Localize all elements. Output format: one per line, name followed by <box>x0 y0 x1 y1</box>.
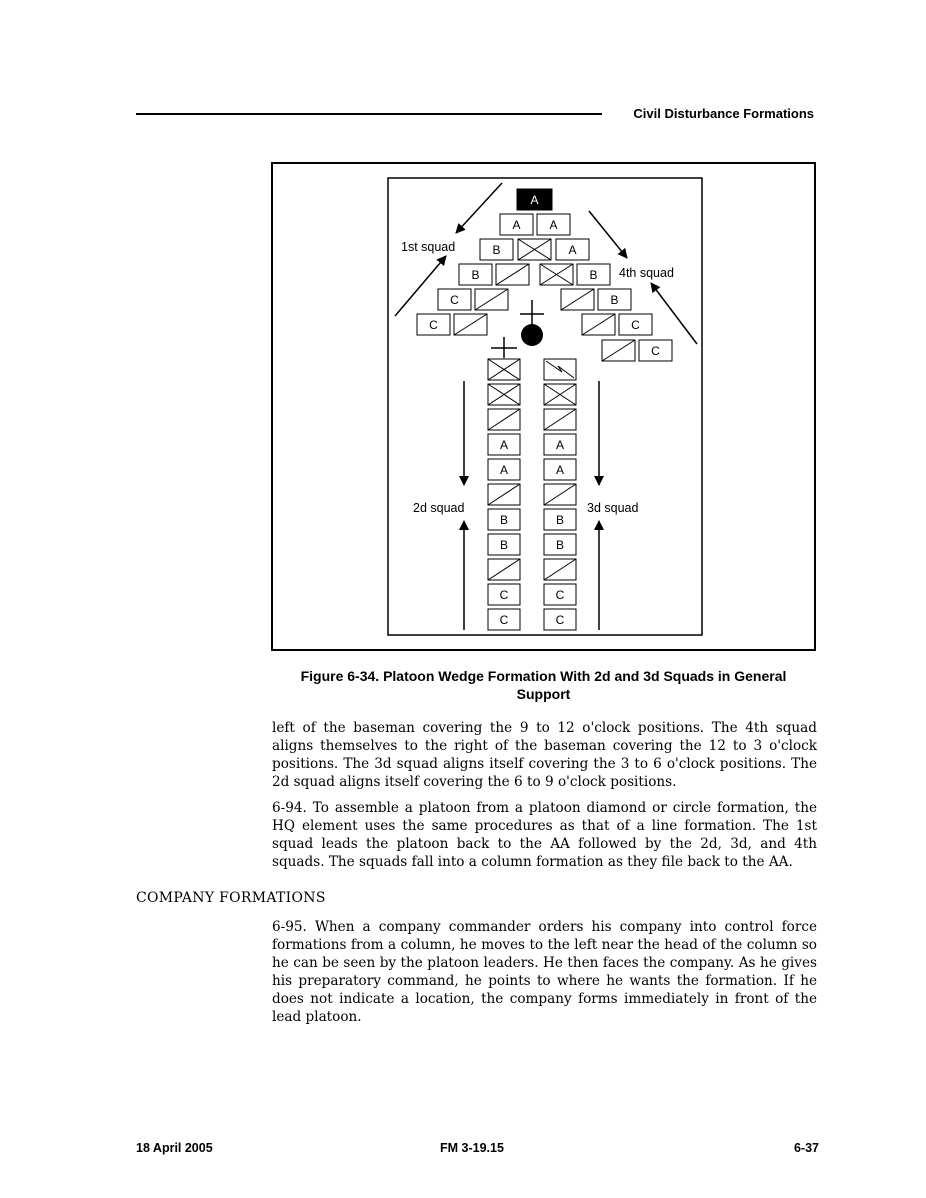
formation-box-c <box>438 289 471 310</box>
paragraph-continued: left of the baseman covering the 9 to 12 o'clock positions. The 4th squad aligns themselves to the right of the baseman covering the 12 to 3 o'clock positions. The 3d squad aligns itself covering the 3 to 6 o'clock positions. The 2d squad aligns itself covering the 6 to 9 o'clock positions. <box>272 720 817 790</box>
box-letter: B <box>499 513 509 527</box>
box-letter: B <box>492 243 501 257</box>
formation-box-b <box>598 289 631 310</box>
diagram-shape <box>521 324 543 346</box>
formation-box-b <box>480 239 513 260</box>
box-letter: C <box>429 318 438 332</box>
box-letter: A <box>512 218 521 232</box>
box-letter: B <box>555 513 565 527</box>
box-letter: C <box>499 613 509 627</box>
box-letter: C <box>651 344 660 358</box>
formation-box-b <box>577 264 610 285</box>
box-letter: A <box>555 438 565 452</box>
column-box-slash <box>488 409 520 430</box>
box-letter: A <box>568 243 577 257</box>
box-letter: B <box>610 293 619 307</box>
column-box-x <box>488 359 520 380</box>
column-box-c <box>488 584 520 605</box>
figure-caption-line1: Figure 6-34. Platoon Wedge Formation With 2d and 3d Squads in General <box>300 668 787 684</box>
label-1st-squad: 1st squad <box>401 240 456 254</box>
column-box-slash <box>488 559 520 580</box>
formation-box-leader-x <box>540 264 573 285</box>
running-header-title: Civil Disturbance Formations <box>633 106 814 121</box>
section-heading: COMPANY FORMATIONS <box>136 890 326 906</box>
formation-box-slash <box>496 264 529 285</box>
column-box-a <box>488 434 520 455</box>
box-letter: A <box>499 463 509 477</box>
platoon-sergeant-symbol <box>491 337 517 358</box>
arrow-4th-squad-bottom <box>651 283 697 344</box>
label-3d-squad: 3d squad <box>587 501 639 515</box>
box-letter: A <box>499 438 509 452</box>
formation-box-a <box>537 214 570 235</box>
arrow-4th-squad-top <box>589 211 627 258</box>
paragraph-6-95: 6-95. When a company commander orders his company into control force formations from a column, he moves to the left near the head of the column so he can be seen by the platoon leaders. He then faces the company. As he gives his preparatory command, he points to where he wants the formation. If he does not indicate a location, the company forms immediately in front of the lead platoon. <box>272 919 817 1025</box>
formation-box-leader <box>517 189 552 210</box>
box-letter: C <box>499 588 509 602</box>
formation-box-c <box>639 340 672 361</box>
column-box-lightning <box>544 359 576 380</box>
paragraph-6-94: 6-94. To assemble a platoon from a platoon diamond or circle formation, the HQ element uses the same procedures as that of a line formation. The 1st squad leads the platoon back to the AA followed by the 2d, 3d, and 4th squads. The squads fall into a column formation as they file back to the AA. <box>272 800 817 870</box>
label-2d-squad: 2d squad <box>413 501 465 515</box>
formation-box-slash <box>602 340 635 361</box>
box-letter: C <box>555 613 565 627</box>
column-box-x <box>544 384 576 405</box>
formation-box-leader-x <box>518 239 551 260</box>
column-box-c <box>544 609 576 630</box>
column-box-x <box>488 384 520 405</box>
column-box-a <box>544 434 576 455</box>
box-letter: B <box>499 538 509 552</box>
box-letter: C <box>555 588 565 602</box>
box-letter: A <box>555 463 565 477</box>
figure-caption-line2: Support <box>516 686 571 702</box>
column-box-slash <box>544 559 576 580</box>
footer-date: 18 April 2005 <box>136 1141 213 1155</box>
column-box-c <box>488 609 520 630</box>
column-box-b <box>488 509 520 530</box>
label-4th-squad: 4th squad <box>619 266 674 280</box>
column-box-c <box>544 584 576 605</box>
footer-manual: FM 3-19.15 <box>440 1141 504 1155</box>
footer-page-number: 6-37 <box>793 1141 819 1155</box>
formation-box-slash <box>582 314 615 335</box>
formation-box-slash <box>454 314 487 335</box>
column-box-slash <box>544 409 576 430</box>
arrow-1st-squad-top <box>456 183 502 233</box>
column-box-slash <box>488 484 520 505</box>
box-letter: B <box>555 538 565 552</box>
column-box-slash <box>544 484 576 505</box>
formation-box-a <box>500 214 533 235</box>
column-box-b <box>544 509 576 530</box>
figure-caption <box>271 667 816 703</box>
formation-box-c <box>619 314 652 335</box>
formation-box-c <box>417 314 450 335</box>
column-box-a <box>488 459 520 480</box>
formation-box-b <box>459 264 492 285</box>
formation-box-a <box>556 239 589 260</box>
box-letter: A <box>530 193 539 207</box>
box-letter: B <box>471 268 480 282</box>
box-letter: C <box>631 318 640 332</box>
box-letter: C <box>450 293 459 307</box>
column-box-a <box>544 459 576 480</box>
box-letter: B <box>589 268 598 282</box>
column-box-b <box>544 534 576 555</box>
formation-box-slash <box>561 289 594 310</box>
column-box-b <box>488 534 520 555</box>
formation-box-slash <box>475 289 508 310</box>
platoon-leader-symbol <box>520 300 544 346</box>
box-letter: A <box>549 218 558 232</box>
